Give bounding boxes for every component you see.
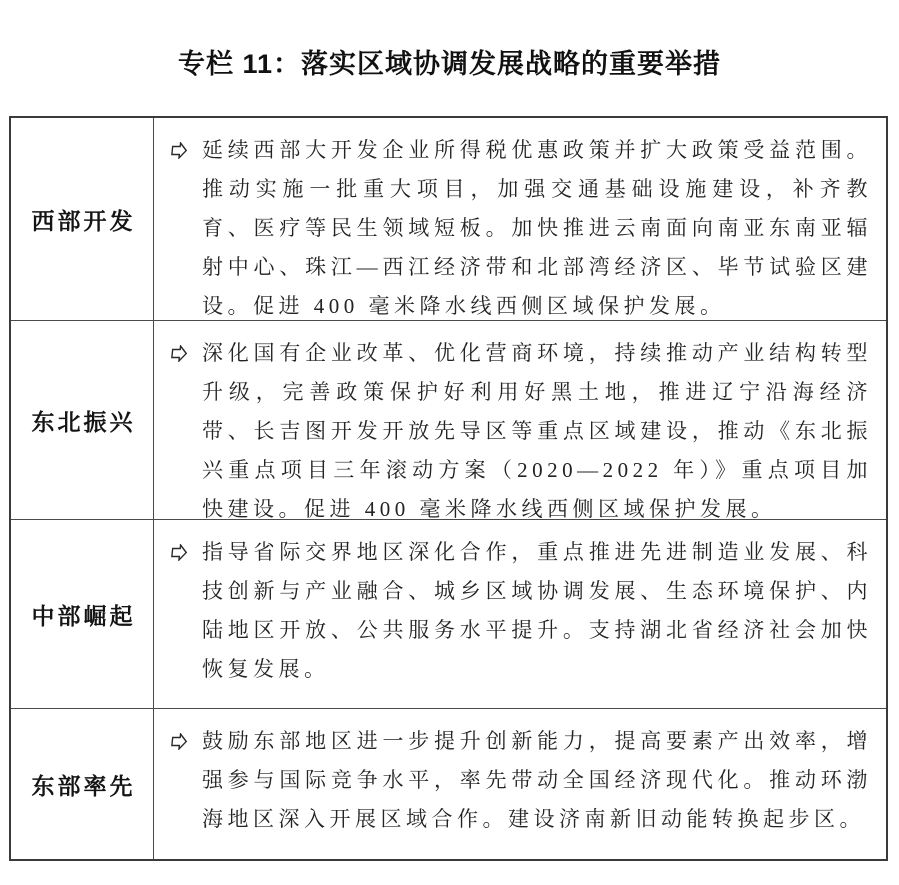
arrow-right-bullet-icon <box>170 544 188 566</box>
page-title: 专栏 11：落实区域协调发展战略的重要举措 <box>177 49 722 79</box>
table-row <box>154 519 886 708</box>
arrow-right-bullet-icon <box>170 733 188 755</box>
row-label-northeast-revitalization: 东北振兴 <box>11 320 154 519</box>
row-label-central-rise: 中部崛起 <box>11 519 154 708</box>
table-row <box>154 118 886 320</box>
table-row <box>154 708 886 859</box>
measure-text-northeast-revitalization: 深化国有企业改革、优化营商环境，持续推动产业结构转型升级，完善政策保护好利用好黑土地，推进辽宁沿海经济带、长吉图开发开放先导区等重点区域建设，推动《东北振兴重点项目三年滚动方案（2020—2022 年）》重点项目加快建设。促进 400 毫米降水线西侧区域保护发展。 <box>202 341 872 521</box>
arrow-right-bullet-icon <box>170 142 188 164</box>
measures-table <box>9 116 888 861</box>
table-row <box>154 320 886 519</box>
row-label-western-development: 西部开发 <box>11 118 154 320</box>
arrow-right-bullet-icon <box>170 345 188 367</box>
measure-text-central-rise: 指导省际交界地区深化合作，重点推进先进制造业发展、科技创新与产业融合、城乡区域协调发展、生态环境保护、内陆地区开放、公共服务水平提升。支持湖北省经济社会加快恢复发展。 <box>202 540 872 681</box>
measure-text-western-development: 延续西部大开发企业所得税优惠政策并扩大政策受益范围。推动实施一批重大项目，加强交通基础设施建设，补齐教育、医疗等民生领域短板。加快推进云南面向南亚东南亚辐射中心、珠江—西江经济带和北部湾经济区、毕节试验区建设。促进 400 毫米降水线西侧区域保护发展。 <box>202 138 872 318</box>
measure-text-eastern-first: 鼓励东部地区进一步提升创新能力，提高要素产出效率，增强参与国际竞争水平，率先带动全国经济现代化。推动环渤海地区深入开展区域合作。建设济南新旧动能转换起步区。 <box>202 729 872 831</box>
row-label-eastern-first: 东部率先 <box>11 708 154 859</box>
